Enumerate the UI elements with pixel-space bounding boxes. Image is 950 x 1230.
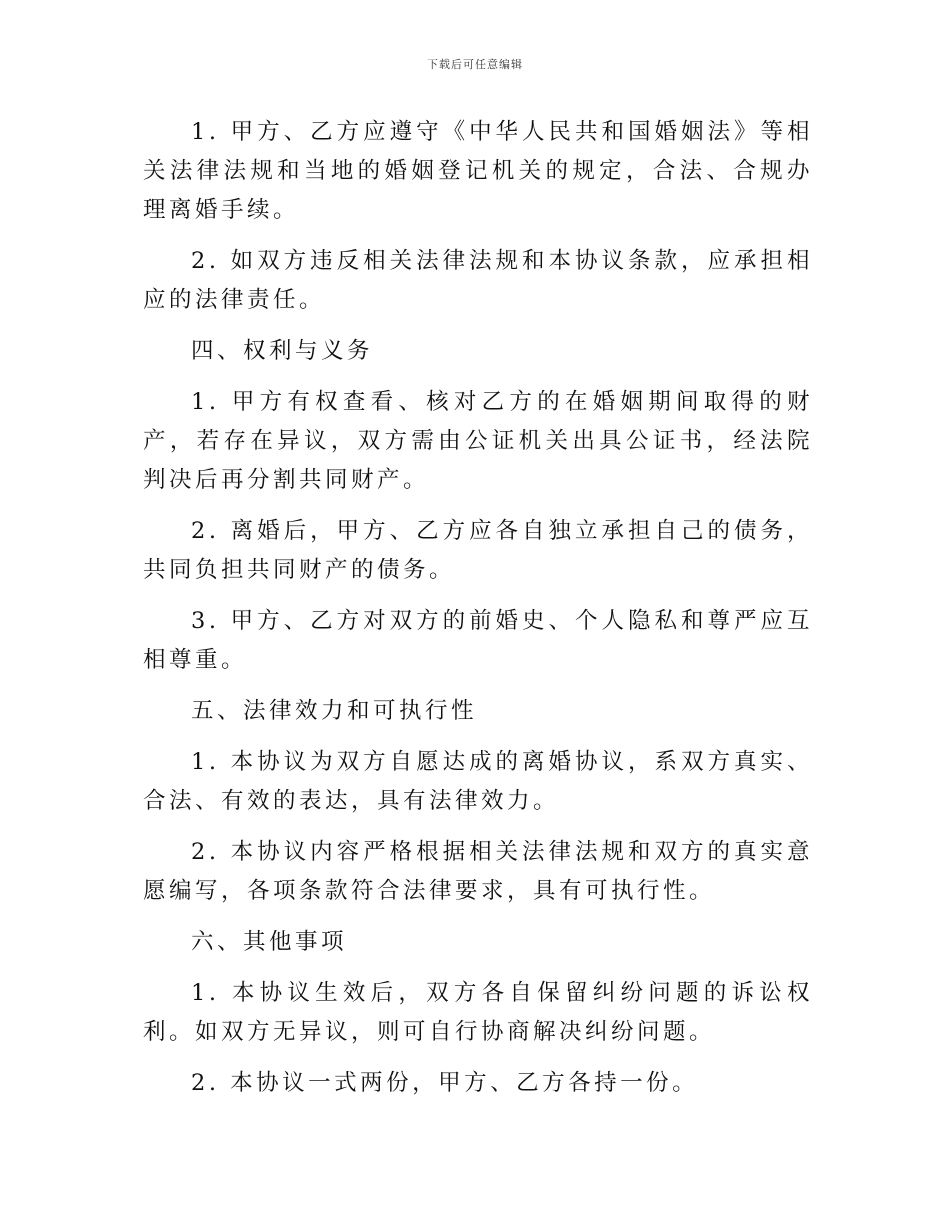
- clause-5-1: 1. 本协议为双方自愿达成的离婚协议，系双方真实、合法、有效的表达，具有法律效力。: [143, 749, 813, 814]
- clause-4-3: 3. 甲方、乙方对双方的前婚史、个人隐私和尊严应互相尊重。: [143, 608, 813, 673]
- page-header-note: 下载后可任意编辑: [427, 58, 523, 71]
- clause-4-1: 1. 甲方有权查看、核对乙方的在婚姻期间取得的财产，若存在异议，双方需由公证机关出具公证书，经法院判决后再分割共同财产。: [143, 389, 813, 493]
- clause-6-1: 1. 本协议生效后，双方各自保留纠纷问题的诉讼权利。如双方无异议，则可自行协商解决纠纷问题。: [143, 980, 813, 1045]
- clause-3-1: 1. 甲方、乙方应遵守《中华人民共和国婚姻法》等相关法律法规和当地的婚姻登记机关的规定，合法、合规办理离婚手续。: [143, 119, 813, 223]
- clause-4-2: 2. 离婚后，甲方、乙方应各自独立承担自己的债务，共同负担共同财产的债务。: [143, 518, 813, 583]
- clause-6-2: 2. 本协议一式两份，甲方、乙方各持一份。: [191, 1070, 699, 1096]
- clause-5-2: 2. 本协议内容严格根据相关法律法规和双方的真实意愿编写，各项条款符合法律要求，具有可执行性。: [143, 839, 813, 904]
- section-heading-6: 六、其他事项: [191, 929, 348, 955]
- section-heading-5: 五、法律效力和可执行性: [191, 698, 478, 724]
- document-body: [143, 113, 813, 1115]
- section-heading-4: 四、权利与义务: [191, 338, 374, 364]
- clause-3-2: 2. 如双方违反相关法律法规和本协议条款，应承担相应的法律责任。: [143, 248, 813, 313]
